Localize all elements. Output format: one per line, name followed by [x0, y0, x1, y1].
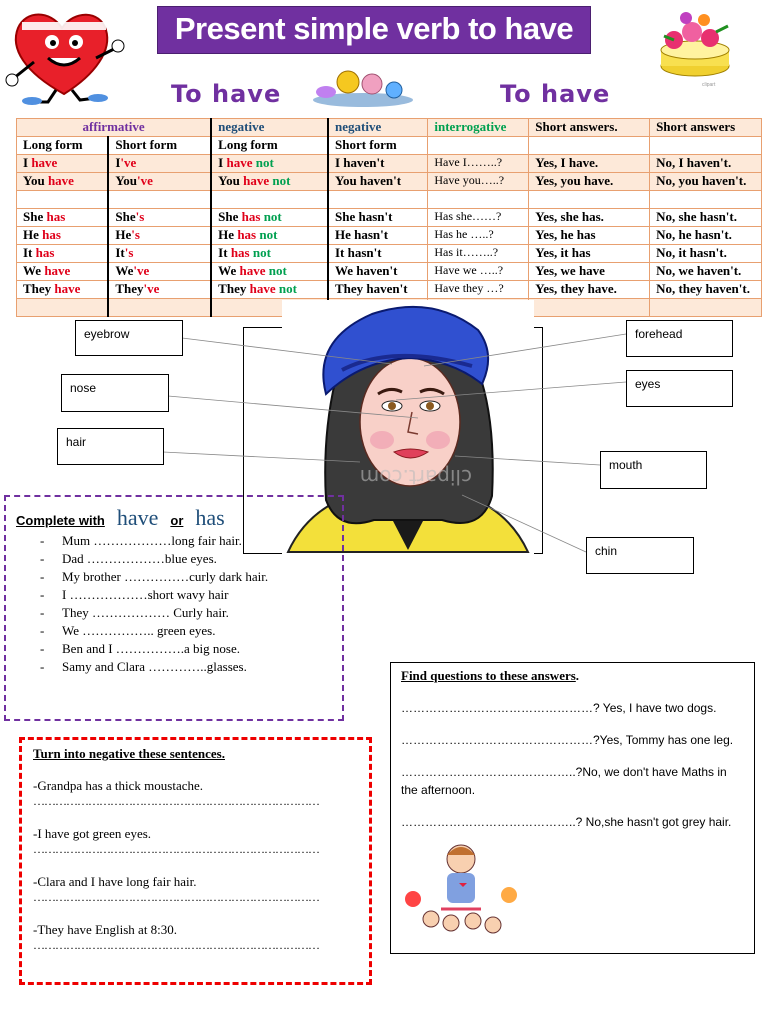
- table-row: [17, 173, 762, 191]
- contraction: 've: [120, 155, 137, 170]
- cell-yes-answer: Yes, she has.: [529, 209, 650, 227]
- pronoun: I: [23, 155, 29, 170]
- to-have-right: To have: [500, 80, 611, 108]
- answer-line[interactable]: ……………………………………………………………………: [33, 794, 319, 808]
- contraction: 's: [124, 245, 134, 260]
- word-has: has: [195, 505, 225, 530]
- complete-item-text: They ……………… Curly hair.: [62, 605, 229, 620]
- negative-sentence: -They have English at 8:30.: [33, 922, 178, 937]
- cell-short-form: [108, 209, 211, 227]
- verb-form: has: [241, 209, 261, 224]
- pronoun: He: [218, 227, 235, 242]
- list-item: - I ………………short wavy hair: [40, 587, 229, 602]
- list-item: [33, 874, 319, 922]
- list-item: [33, 922, 319, 970]
- pronoun: I: [218, 155, 224, 170]
- complete-item-text: Mum ………………long fair hair.: [62, 533, 242, 548]
- complete-item-text: My brother ……………curly dark hair.: [62, 569, 269, 584]
- table-row: [17, 227, 762, 245]
- pronoun: You: [218, 173, 240, 188]
- verb-to-have-table: [16, 118, 762, 317]
- cell-long-form: [17, 227, 109, 245]
- label-box-nose[interactable]: nose: [61, 374, 169, 412]
- cell-short-form: [108, 173, 211, 191]
- list-item[interactable]: ……………………………………..?No, we don't have Maths in the afternoon.: [401, 765, 727, 797]
- not-word: not: [272, 173, 291, 188]
- cell-short-form: [108, 281, 211, 299]
- cell-no-answer: No, they haven't.: [650, 281, 762, 299]
- cell-interrogative: Have you…..?: [428, 173, 529, 191]
- cell-long-form: [17, 173, 109, 191]
- verb-form: has: [237, 227, 257, 242]
- table-sub-header-row: [17, 137, 762, 155]
- pronoun: She: [115, 209, 136, 224]
- verb-form: has: [230, 245, 250, 260]
- verb-form: has: [42, 227, 61, 242]
- cell-negative-long: [211, 173, 328, 191]
- pronoun: It: [23, 245, 33, 260]
- table-row: [17, 245, 762, 263]
- header-affirmative: affirmative: [17, 119, 212, 137]
- verb-form: have: [226, 155, 253, 170]
- label-box-forehead[interactable]: forehead: [626, 320, 733, 357]
- complete-exercise-box: [4, 495, 344, 721]
- cell-yes-answer: Yes, they have.: [529, 281, 650, 299]
- answer-line[interactable]: ……………………………………………………………………: [33, 890, 319, 904]
- pronoun: He: [115, 227, 132, 242]
- header-negative-long: negative: [211, 119, 328, 137]
- complete-items-list: [6, 533, 268, 677]
- cell-interrogative: Have I……..?: [428, 155, 529, 173]
- not-word: not: [278, 281, 297, 296]
- cell-negative-long: [211, 281, 328, 299]
- cell-interrogative: Have we …..?: [428, 263, 529, 281]
- cell-interrogative: Has she……?: [428, 209, 529, 227]
- cell-no-answer: No, he hasn't.: [650, 227, 762, 245]
- cell-yes-answer: Yes, he has: [529, 227, 650, 245]
- page-title: Present simple verb to have: [157, 6, 591, 54]
- label-box-chin[interactable]: chin: [586, 537, 694, 574]
- answer-line[interactable]: ……………………………………………………………………: [33, 938, 319, 952]
- cell-long-form: [17, 281, 109, 299]
- table-row: [17, 263, 762, 281]
- complete-heading: [16, 505, 233, 531]
- cell-negative-short: They haven't: [328, 281, 428, 299]
- verb-form: have: [243, 173, 270, 188]
- cell-yes-answer: Yes, we have: [529, 263, 650, 281]
- pronoun: He: [23, 227, 39, 242]
- pronoun: You: [23, 173, 45, 188]
- cell-interrogative: Have they …?: [428, 281, 529, 299]
- subheader-neg-long-form: Long form: [211, 137, 328, 155]
- questions-heading: Find questions to these answers.: [401, 668, 580, 683]
- list-item: - Dad ………………blue eyes.: [40, 551, 217, 566]
- not-word: not: [259, 227, 278, 242]
- cell-yes-answer: Yes, it has: [529, 245, 650, 263]
- complete-item-text: Dad ………………blue eyes.: [62, 551, 217, 566]
- heart-mascot-icon: [4, 2, 126, 106]
- cell-negative-short: You haven't: [328, 173, 428, 191]
- subheader-short-form: Short form: [108, 137, 211, 155]
- list-item: - My brother ……………curly dark hair.: [40, 569, 269, 584]
- verb-form: have: [31, 155, 58, 170]
- header-negative-short: negative: [328, 119, 428, 137]
- verb-form: has: [46, 209, 66, 224]
- table-spacer-row: [17, 191, 762, 209]
- list-item: - They ……………… Curly hair.: [40, 605, 229, 620]
- negative-sentence: -Grandpa has a thick moustache.: [33, 778, 204, 793]
- pronoun: They: [218, 281, 247, 296]
- cell-negative-short: She hasn't: [328, 209, 428, 227]
- cell-no-answer: No, she hasn't.: [650, 209, 762, 227]
- cell-short-form: [108, 155, 211, 173]
- cell-no-answer: No, we haven't.: [650, 263, 762, 281]
- header-interrogative: interrogative: [428, 119, 529, 137]
- contraction: 's: [135, 209, 145, 224]
- pronoun: We: [218, 263, 237, 278]
- contraction: 've: [133, 263, 150, 278]
- subheader-empty: [529, 137, 650, 155]
- verb-form: have: [54, 281, 81, 296]
- questions-lines-list: [401, 699, 746, 845]
- pronoun: They: [115, 281, 144, 296]
- cell-long-form: [17, 209, 109, 227]
- cell-no-answer: No, it hasn't.: [650, 245, 762, 263]
- questions-exercise-box: [390, 662, 755, 954]
- complete-item-text: We …………….. green eyes.: [62, 623, 216, 638]
- cell-yes-answer: Yes, I have.: [529, 155, 650, 173]
- pronoun: It: [218, 245, 228, 260]
- pronoun: We: [115, 263, 134, 278]
- pronoun: It: [115, 245, 125, 260]
- cell-negative-short: He hasn't: [328, 227, 428, 245]
- list-item[interactable]: …………………………………………? Yes, I have two dogs.: [401, 701, 717, 715]
- negative-sentences-list: [33, 778, 319, 970]
- list-item: - Mum ………………long fair hair.: [40, 533, 242, 548]
- complete-item-text: I ………………short wavy hair: [62, 587, 229, 602]
- questions-heading-text: Find questions to these answers: [401, 668, 576, 683]
- subheader-empty: [650, 137, 762, 155]
- to-have-left: To have: [171, 80, 282, 108]
- verb-form: have: [44, 263, 71, 278]
- complete-item-text: Samy and Clara …………..glasses.: [62, 659, 247, 674]
- label-box-mouth[interactable]: mouth: [600, 451, 707, 489]
- pronoun: They: [23, 281, 52, 296]
- subheader-long-form: Long form: [17, 137, 109, 155]
- cell-long-form: [17, 155, 109, 173]
- negative-sentence: -Clara and I have long fair hair.: [33, 874, 197, 889]
- cell-negative-short: We haven't: [328, 263, 428, 281]
- word-or: or: [170, 513, 184, 528]
- label-box-hair[interactable]: hair: [57, 428, 164, 465]
- cell-long-form: [17, 245, 109, 263]
- verb-form: has: [35, 245, 55, 260]
- verb-form: have: [47, 173, 74, 188]
- family-cartoon-icon: [401, 839, 521, 939]
- subheader-empty: [428, 137, 529, 155]
- pronoun: I: [115, 155, 121, 170]
- cell-no-answer: No, I haven't.: [650, 155, 762, 173]
- header-short-answers-no: Short answers: [650, 119, 762, 137]
- cell-negative-long: [211, 209, 328, 227]
- negative-sentence: -I have got green eyes.: [33, 826, 152, 841]
- cell-yes-answer: Yes, you have.: [529, 173, 650, 191]
- list-item[interactable]: ……………………………………..? No,she hasn't got grey hair.: [401, 815, 732, 829]
- list-item: - Samy and Clara …………..glasses.: [40, 659, 247, 674]
- cell-short-form: [108, 245, 211, 263]
- table-row: [17, 155, 762, 173]
- cell-interrogative: Has he …..?: [428, 227, 529, 245]
- cell-negative-long: [211, 263, 328, 281]
- flower-cake-icon: [652, 6, 738, 82]
- not-word: not: [268, 263, 287, 278]
- label-box-eyes[interactable]: eyes: [626, 370, 733, 407]
- cell-negative-long: [211, 245, 328, 263]
- subheader-neg-short-form: Short form: [328, 137, 428, 155]
- answer-line[interactable]: ……………………………………………………………………: [33, 842, 319, 856]
- complete-heading-label: Complete with: [16, 513, 105, 528]
- list-item: [33, 826, 319, 874]
- verb-form: have: [239, 263, 266, 278]
- contraction: 've: [137, 173, 153, 188]
- cell-no-answer: No, you haven't.: [650, 173, 762, 191]
- header-short-answers-yes: Short answers.: [529, 119, 650, 137]
- pronoun: We: [23, 263, 42, 278]
- list-item: [33, 778, 319, 826]
- not-word: not: [263, 209, 282, 224]
- cell-negative-short: It hasn't: [328, 245, 428, 263]
- label-box-eyebrow[interactable]: eyebrow: [75, 320, 183, 356]
- pronoun: She: [218, 209, 239, 224]
- cell-interrogative: Has it……..?: [428, 245, 529, 263]
- svg-text:clipart.com: clipart.com: [359, 465, 472, 489]
- contraction: 's: [131, 227, 140, 242]
- pronoun: She: [23, 209, 44, 224]
- cell-negative-short: I haven't: [328, 155, 428, 173]
- verb-form: have: [249, 281, 276, 296]
- cell-short-form: [108, 263, 211, 281]
- cell-long-form: [17, 263, 109, 281]
- cell-short-form: [108, 227, 211, 245]
- cartoon-animals-icon: [308, 66, 418, 108]
- negative-exercise-box: [19, 737, 372, 985]
- cell-negative-long: [211, 227, 328, 245]
- negative-heading: Turn into negative these sentences.: [33, 746, 225, 761]
- table-group-header-row: [17, 119, 762, 137]
- list-item[interactable]: …………………………………………?Yes, Tommy has one leg.: [401, 733, 734, 747]
- list-item: - We …………….. green eyes.: [40, 623, 216, 638]
- complete-item-text: Ben and I …………….a big nose.: [62, 641, 241, 656]
- list-item: - Ben and I …………….a big nose.: [40, 641, 241, 656]
- contraction: 've: [143, 281, 160, 296]
- not-word: not: [252, 245, 271, 260]
- not-word: not: [255, 155, 274, 170]
- table-row: [17, 209, 762, 227]
- word-have: have: [116, 505, 159, 530]
- pronoun: You: [115, 173, 138, 188]
- watermark-text: clipart: [702, 82, 716, 88]
- table-row: [17, 281, 762, 299]
- cell-negative-long: [211, 155, 328, 173]
